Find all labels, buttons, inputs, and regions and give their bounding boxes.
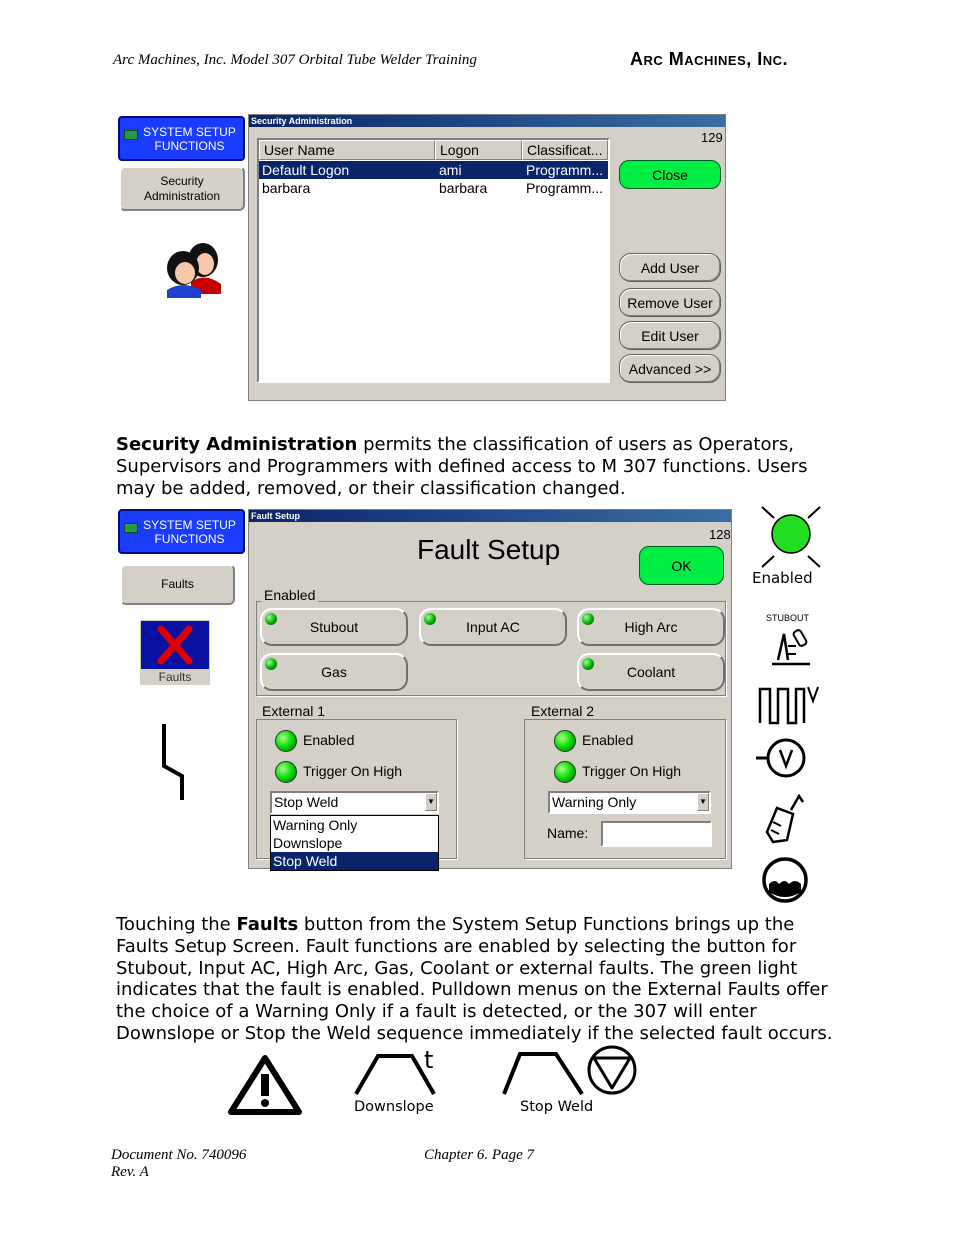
remove-user-button[interactable]: Remove User — [619, 288, 721, 317]
system-setup-functions-button-2[interactable]: SYSTEM SETUP FUNCTIONS — [118, 509, 245, 554]
users-icon — [163, 238, 223, 300]
stop-weld-caption: Stop Weld — [520, 1099, 594, 1115]
input-ac-button[interactable]: Input AC — [419, 608, 567, 646]
table-row[interactable]: Default Logon ami Programm... — [259, 161, 608, 179]
gas-icon — [763, 792, 807, 848]
list-item[interactable]: Stop Weld — [271, 852, 438, 870]
footer-page: Chapter 6. Page 7 — [424, 1147, 534, 1163]
coolant-button[interactable]: Coolant — [577, 653, 725, 691]
red-x-icon — [141, 621, 209, 669]
input-ac-icon — [758, 683, 822, 725]
downslope-t-label: t — [424, 1046, 434, 1074]
external-2-action-select[interactable]: Warning Only ▼ — [548, 791, 711, 814]
external-1-action-select[interactable]: Stop Weld ▼ — [270, 791, 439, 814]
footer-revision: Rev. A — [111, 1164, 149, 1180]
advanced-button[interactable]: Advanced >> — [619, 354, 721, 383]
table-row[interactable]: barbara barbara Programm... — [262, 180, 604, 196]
stop-weld-icon — [502, 1050, 586, 1098]
security-administration-button[interactable]: Security Administration — [119, 166, 245, 211]
screen-number: 129 — [701, 130, 723, 145]
column-user-name[interactable]: User Name — [259, 140, 435, 160]
external-2-enabled-led-icon[interactable] — [554, 730, 576, 752]
name-input[interactable] — [601, 821, 712, 847]
list-item[interactable]: Warning Only — [273, 817, 358, 833]
fault-signal-icon — [158, 722, 188, 802]
ok-button[interactable]: OK — [639, 546, 724, 585]
enabled-light-icon — [758, 503, 824, 571]
security-window-titlebar: Security Administration — [249, 115, 725, 127]
close-button[interactable]: Close — [619, 160, 721, 189]
high-arc-button[interactable]: High Arc — [577, 608, 725, 646]
stop-triangle-icon — [586, 1044, 638, 1096]
faults-description: Touching the Faults button from the System Setup Functions brings up the Faults Setup Screen. Fault functions are enabled by selecting the button for Stubout, Input AC, High Arc, Gas, Coolant or external faults. The green light indicates that the fault is enabled. Pulldown menus on the External Faults offer the choice of a Warning Only if a fault is detected, or the 307 will enter Downslope or Stop the Weld sequence immediately if the selected fault occurs. — [116, 914, 833, 1044]
column-classification[interactable]: Classificat... — [522, 140, 608, 160]
chip-icon — [124, 523, 138, 533]
high-arc-icon — [754, 736, 810, 780]
coolant-icon — [761, 856, 809, 904]
name-label: Name: — [547, 825, 589, 841]
external-2-trigger-led-icon[interactable] — [554, 761, 576, 783]
external-1-enabled-label: Enabled — [303, 732, 355, 748]
footer-doc-number: Document No. 740096 — [111, 1147, 247, 1163]
add-user-button[interactable]: Add User — [619, 253, 721, 282]
security-description: Security Administration permits the classification of users as Operators, Supervisors and Programmers with defined access to M 307 functions. Users may be added, removed, or their classification changed. — [116, 434, 808, 499]
column-logon[interactable]: Logon — [435, 140, 522, 160]
fault-setup-window — [248, 509, 732, 869]
faults-icon[interactable]: Faults — [140, 620, 210, 685]
external-1-options-list[interactable] — [270, 815, 439, 871]
header-title: Arc Machines, Inc. Model 307 Orbital Tube Welder Training — [113, 52, 477, 68]
chip-icon — [124, 130, 138, 140]
enabled-group-label: Enabled — [261, 587, 318, 603]
stubout-button[interactable]: Stubout — [260, 608, 408, 646]
user-list[interactable] — [257, 138, 610, 383]
fault-window-titlebar: Fault Setup — [249, 510, 731, 522]
page-title: Fault Setup — [417, 534, 561, 565]
downslope-caption: Downslope — [354, 1099, 434, 1115]
chevron-down-icon[interactable]: ▼ — [425, 793, 437, 811]
warning-icon — [227, 1054, 303, 1116]
external-2-enabled-label: Enabled — [582, 732, 634, 748]
security-administration-window — [248, 114, 726, 401]
system-setup-functions-button[interactable]: SYSTEM SETUP FUNCTIONS — [118, 116, 245, 161]
screen-number: 128 — [709, 527, 731, 542]
company-logo-text: Arc Machines, Inc. — [630, 49, 789, 69]
external-1-enabled-led-icon[interactable] — [275, 730, 297, 752]
external-1-label: External 1 — [259, 703, 328, 719]
external-2-label: External 2 — [528, 703, 597, 719]
gas-button[interactable]: Gas — [260, 653, 408, 691]
enabled-caption: Enabled — [752, 569, 813, 587]
stubout-caption: STUBOUT — [766, 613, 810, 623]
external-2-trigger-label: Trigger On High — [582, 763, 682, 779]
chevron-down-icon[interactable]: ▼ — [697, 793, 709, 811]
list-item[interactable]: Downslope — [273, 835, 343, 851]
stubout-icon — [766, 624, 816, 668]
faults-nav-button[interactable]: Faults — [120, 564, 235, 605]
external-1-trigger-label: Trigger On High — [303, 763, 403, 779]
external-1-trigger-led-icon[interactable] — [275, 761, 297, 783]
edit-user-button[interactable]: Edit User — [619, 321, 721, 350]
